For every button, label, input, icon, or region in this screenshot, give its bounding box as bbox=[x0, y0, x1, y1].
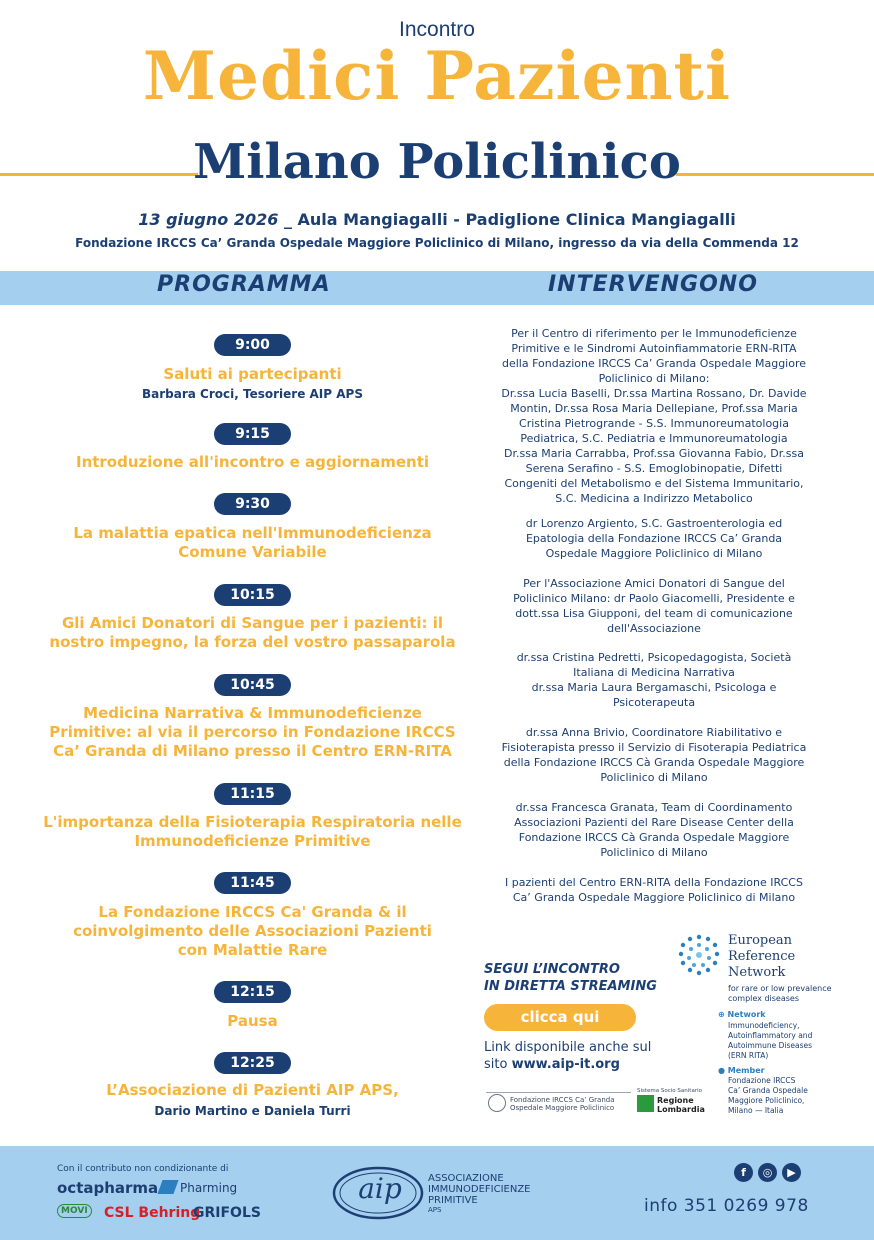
speaker-block: Per l'Associazione Amici Donatori di Sangue del Policlinico Milano: dr Paolo Giacomelli, Presidente e dott.ssa Lisa Giupponi, del team di comunicazione dell'Associazione bbox=[513, 577, 795, 635]
sponsor-note: Con il contributo non condizionante di bbox=[57, 1164, 229, 1174]
programme-time: 9:15 bbox=[214, 423, 291, 445]
programme-time: 9:30 bbox=[214, 493, 291, 515]
programme-title: Pausa bbox=[227, 1012, 278, 1030]
speaker-block: dr.ssa Cristina Pedretti, Psicopedagogista, Società Italiana di Medicina Narrativa dr.ssa Maria Laura Bergamaschi, Psicologa e Psicoterapeuta bbox=[516, 651, 792, 709]
event-subtitle: Milano Policlinico bbox=[193, 134, 681, 190]
fondazione-logo-text: Fondazione IRCCS Ca’ Granda Ospedale Maggiore Policlinico bbox=[510, 1096, 615, 1112]
ern-network-heading: Network bbox=[727, 1010, 766, 1019]
programme-title: Gli Amici Donatori di Sangue per i pazienti: il nostro impegno, la forza del vostro passaparola bbox=[49, 614, 456, 651]
event-date-venue bbox=[0, 210, 874, 229]
ern-member-heading: Member bbox=[727, 1066, 765, 1075]
aip-aps: APS bbox=[428, 1206, 442, 1214]
programme-speaker: Dario Martino e Daniela Turri bbox=[154, 1104, 351, 1118]
ern-logo-icon bbox=[675, 931, 723, 979]
streaming-link-note bbox=[484, 1039, 684, 1073]
ern-member-label: ● Member bbox=[718, 1066, 765, 1075]
fondazione-emblem-icon bbox=[488, 1094, 506, 1112]
sponsor-pharming: Pharming bbox=[180, 1181, 238, 1195]
sponsor-csl-behring: CSL Behring bbox=[104, 1205, 201, 1221]
sponsor-movi: MOVI bbox=[57, 1204, 92, 1218]
speaker-block: dr.ssa Anna Brivio, Coordinatore Riabilitativo e Fisioterapista presso il Servizio di Fisoterapia Pediatrica della Fondazione IRCCS Cà Granda Ospedale Maggiore Policlinico di Milano bbox=[501, 726, 807, 784]
programme-time: 10:15 bbox=[214, 584, 291, 606]
contact-info: info 351 0269 978 bbox=[644, 1196, 809, 1216]
speaker-block: Per il Centro di riferimento per le Immunodeficienze Primitive e le Sindromi Autoinfiammatorie ERN-RITA della Fondazione IRCCS Ca’ Granda Ospedale Maggiore Policlinico di Milano: Dr.ssa Lucia Baselli, Dr.ssa Martina Rossano, Dr. Davide Montin, Dr.ssa Rosa Maria Dellepiane, Prof.ssa Maria Cristina Pietrogrande - S.S. Immunoreumatologia Pediatrica, S.C. Pediatria e Immunoreumatologia Dr.ssa Maria Carrabba, Prof.ssa Giovanna Fabio, Dr.ssa Serena Serafino - S.S. Emoglobinopatie, Difetti Congeniti del Metabolismo e del Sistema Immunitario, S.C. Medicina a Indirizzo Metabolico bbox=[501, 327, 807, 505]
regione-small-text: Sistema Socio Sanitario bbox=[637, 1088, 702, 1094]
programme-time: 12:15 bbox=[214, 981, 291, 1003]
programme-title: Medicina Narrativa & Immunodeficienze Primitive: al via il percorso in Fondazione IRCCS Ca’ Granda di Milano presso il Centro ERN-RITA bbox=[49, 704, 456, 760]
programme-speaker: Barbara Croci, Tesoriere AIP APS bbox=[142, 387, 363, 401]
date-separator: _ bbox=[278, 210, 298, 229]
sponsor-octapharma: octapharma bbox=[57, 1179, 159, 1197]
event-date: 13 giugno 2026 bbox=[138, 210, 279, 229]
event-venue: Aula Mangiagalli - Padiglione Clinica Mangiagalli bbox=[297, 210, 736, 229]
regione-logo-text: Regione Lombardia bbox=[657, 1096, 705, 1114]
website-link[interactable]: www.aip-it.org bbox=[511, 1057, 620, 1072]
programme-title: L'importanza della Fisioterapia Respiratoria nelle Immunodeficienze Primitive bbox=[43, 813, 462, 850]
speakers-heading: INTERVENGONO bbox=[548, 272, 758, 297]
event-address: Fondazione IRCCS Ca’ Granda Ospedale Maggiore Policlinico di Milano, ingresso da via della Commenda 12 bbox=[75, 236, 799, 250]
programme-time: 10:45 bbox=[214, 674, 291, 696]
speaker-block: I pazienti del Centro ERN-RITA della Fondazione IRCCS Ca’ Granda Ospedale Maggiore Policlinico di Milano bbox=[505, 876, 803, 904]
sponsor-grifols: GRIFOLS bbox=[193, 1205, 261, 1221]
ern-title: European Reference Network bbox=[728, 933, 796, 980]
programme-time: 12:25 bbox=[214, 1052, 291, 1074]
streaming-link-text: Link disponibile anche sul sito bbox=[484, 1040, 652, 1072]
ern-network-label: ⊕ Network bbox=[718, 1010, 766, 1019]
programme-title: L’Associazione di Pazienti AIP APS, bbox=[106, 1081, 399, 1099]
programme-time: 11:15 bbox=[214, 783, 291, 805]
aip-logo-text: aip bbox=[358, 1172, 402, 1205]
programme-title: La malattia epatica nell'Immunodeficienza Comune Variabile bbox=[73, 524, 432, 561]
event-kicker: Incontro bbox=[399, 18, 475, 41]
programme-heading: PROGRAMMA bbox=[157, 272, 331, 297]
programme-time: 11:45 bbox=[214, 872, 291, 894]
regione-emblem-icon bbox=[637, 1095, 654, 1112]
ern-member-text: Fondazione IRCCS Ca’ Granda Ospedale Maggiore Policlinico, Milano — Italia bbox=[728, 1076, 808, 1115]
streaming-heading: SEGUI L’INCONTRO IN DIRETTA STREAMING bbox=[484, 962, 657, 994]
aip-name: ASSOCIAZIONE IMMUNODEFICIENZE PRIMITIVE bbox=[428, 1173, 531, 1206]
streaming-button[interactable]: clicca qui bbox=[484, 1004, 636, 1031]
ern-tagline: for rare or low prevalence complex diseases bbox=[728, 984, 832, 1003]
youtube-icon[interactable]: ▶ bbox=[782, 1163, 801, 1182]
programme-title: Saluti ai partecipanti bbox=[163, 365, 342, 383]
programme-time: 9:00 bbox=[214, 334, 291, 356]
event-title: Medici Pazienti bbox=[142, 37, 732, 115]
ern-network-text: Immunodeficiency, Autoinflammatory and Autoimmune Diseases (ERN RITA) bbox=[728, 1021, 813, 1060]
speaker-block: dr.ssa Francesca Granata, Team di Coordinamento Associazioni Pazienti del Rare Disease Center della Fondazione IRCCS Cà Granda Ospedale Maggiore Policlinico di Milano bbox=[514, 801, 794, 859]
speaker-block: dr Lorenzo Argiento, S.C. Gastroenterologia ed Epatologia della Fondazione IRCCS Ca’ Granda Ospedale Maggiore Policlinico di Milano bbox=[525, 517, 783, 560]
programme-title: La Fondazione IRCCS Ca' Granda & il coinvolgimento delle Associazioni Pazienti con Malattie Rare bbox=[73, 903, 432, 959]
programme-title: Introduzione all'incontro e aggiornamenti bbox=[75, 453, 430, 471]
facebook-icon[interactable]: f bbox=[734, 1163, 753, 1182]
instagram-icon[interactable]: ◎ bbox=[758, 1163, 777, 1182]
